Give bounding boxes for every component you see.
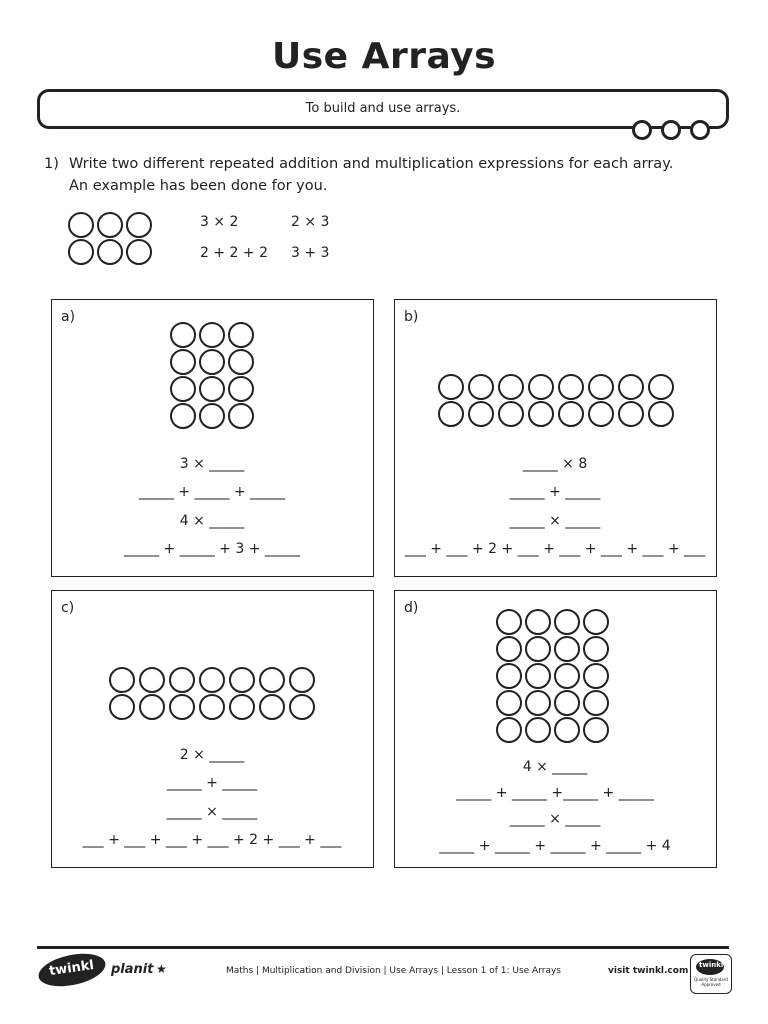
array-4x3 bbox=[170, 322, 260, 432]
decorative-circle bbox=[661, 120, 681, 140]
equation-multiplication: _____ × _____ bbox=[509, 811, 601, 827]
array-dot bbox=[126, 239, 152, 265]
array-dot bbox=[228, 322, 254, 348]
panel-d bbox=[394, 590, 717, 868]
array-dot bbox=[618, 401, 644, 427]
array-dot bbox=[139, 694, 165, 720]
array-dot bbox=[554, 690, 580, 716]
array-dot bbox=[199, 349, 225, 375]
decorative-circle bbox=[690, 120, 710, 140]
array-dot bbox=[583, 690, 609, 716]
array-dot bbox=[229, 667, 255, 693]
array-dot bbox=[169, 667, 195, 693]
equation-addition: _____ + _____ +_____ + _____ bbox=[456, 785, 654, 801]
array-dot bbox=[528, 401, 554, 427]
array-dot bbox=[170, 322, 196, 348]
array-dot bbox=[498, 374, 524, 400]
array-dot bbox=[228, 349, 254, 375]
panel-label: d) bbox=[404, 600, 419, 616]
array-dot bbox=[228, 403, 254, 429]
equation-multiplication: _____ × _____ bbox=[509, 513, 601, 529]
array-dot bbox=[554, 609, 580, 635]
equation-addition: _____ + _____ + _____ bbox=[138, 484, 286, 500]
array-dot bbox=[229, 694, 255, 720]
array-dot bbox=[618, 374, 644, 400]
question-instruction: Write two different repeated addition and multiplication expressions for each array. bbox=[69, 156, 674, 172]
array-dot bbox=[648, 374, 674, 400]
array-dot bbox=[259, 694, 285, 720]
array-dot bbox=[438, 401, 464, 427]
array-dot bbox=[170, 349, 196, 375]
equation-multiplication: _____ × _____ bbox=[166, 804, 258, 820]
footer-breadcrumb: Maths | Multiplication and Division | Use Arrays | Lesson 1 of 1: Use Arrays bbox=[226, 966, 561, 976]
array-dot bbox=[554, 663, 580, 689]
equation-multiplication: _____ × 8 bbox=[522, 456, 588, 472]
array-dot bbox=[68, 239, 94, 265]
array-dot bbox=[259, 667, 285, 693]
example-addition-1: 2 + 2 + 2 bbox=[200, 245, 268, 261]
array-dot bbox=[496, 636, 522, 662]
array-dot bbox=[468, 401, 494, 427]
array-dot bbox=[525, 717, 551, 743]
array-dot bbox=[496, 609, 522, 635]
array-dot bbox=[496, 663, 522, 689]
panel-b bbox=[394, 299, 717, 577]
array-dot bbox=[170, 403, 196, 429]
panel-label: b) bbox=[404, 309, 419, 325]
array-dot bbox=[583, 717, 609, 743]
array-dot bbox=[583, 636, 609, 662]
array-dot bbox=[525, 609, 551, 635]
array-dot bbox=[109, 667, 135, 693]
array-dot bbox=[528, 374, 554, 400]
array-2x7 bbox=[109, 667, 319, 721]
equation-addition: _____ + _____ bbox=[509, 484, 601, 500]
array-dot bbox=[438, 374, 464, 400]
equation-multiplication: 4 × _____ bbox=[522, 759, 588, 775]
planit-brand: planit bbox=[111, 962, 154, 977]
array-dot bbox=[228, 376, 254, 402]
array-dot bbox=[199, 403, 225, 429]
array-dot bbox=[289, 694, 315, 720]
array-dot bbox=[525, 636, 551, 662]
question-number: 1) bbox=[44, 156, 59, 172]
array-dot bbox=[170, 376, 196, 402]
array-dot bbox=[468, 374, 494, 400]
example-multiplication-2: 2 × 3 bbox=[291, 214, 330, 230]
objective-text: To build and use arrays. bbox=[305, 101, 461, 116]
decorative-circle bbox=[632, 120, 652, 140]
panel-c bbox=[51, 590, 374, 868]
array-2x8 bbox=[438, 374, 678, 428]
panel-a bbox=[51, 299, 374, 577]
array-dot bbox=[289, 667, 315, 693]
quality-badge bbox=[690, 954, 732, 994]
panel-label: c) bbox=[61, 600, 75, 616]
equation-addition: ___ + ___ + ___ + ___ + 2 + ___ + ___ bbox=[82, 832, 342, 848]
array-dot bbox=[583, 609, 609, 635]
array-dot bbox=[109, 694, 135, 720]
twinkl-logo-text: twinkl bbox=[48, 957, 95, 980]
equation-multiplication: 3 × _____ bbox=[179, 456, 245, 472]
array-dot bbox=[199, 694, 225, 720]
array-dot bbox=[169, 694, 195, 720]
array-dot bbox=[139, 667, 165, 693]
equation-multiplication: 2 × _____ bbox=[179, 747, 245, 763]
array-dot bbox=[97, 212, 123, 238]
array-dot bbox=[558, 374, 584, 400]
array-5x4 bbox=[496, 609, 616, 745]
badge-caption: Quality Standard Approved bbox=[694, 977, 728, 987]
array-dot bbox=[498, 401, 524, 427]
example-array bbox=[68, 212, 158, 266]
question-note: An example has been done for you. bbox=[69, 178, 328, 194]
array-dot bbox=[68, 212, 94, 238]
array-dot bbox=[588, 401, 614, 427]
array-dot bbox=[199, 322, 225, 348]
array-dot bbox=[525, 663, 551, 689]
page-title: Use Arrays bbox=[271, 36, 497, 77]
badge-logo-text: twinkl bbox=[699, 961, 724, 969]
array-dot bbox=[496, 717, 522, 743]
array-dot bbox=[648, 401, 674, 427]
equation-addition: _____ + _____ bbox=[166, 775, 258, 791]
array-dot bbox=[558, 401, 584, 427]
footer-divider bbox=[37, 946, 729, 949]
array-dot bbox=[583, 663, 609, 689]
panel-label: a) bbox=[61, 309, 76, 325]
array-dot bbox=[554, 636, 580, 662]
equation-addition: _____ + _____ + _____ + _____ + 4 bbox=[439, 838, 671, 854]
array-dot bbox=[97, 239, 123, 265]
array-dot bbox=[554, 717, 580, 743]
equation-addition: _____ + _____ + 3 + _____ bbox=[124, 541, 300, 557]
array-dot bbox=[588, 374, 614, 400]
example-multiplication-1: 3 × 2 bbox=[200, 214, 239, 230]
array-dot bbox=[496, 690, 522, 716]
array-dot bbox=[126, 212, 152, 238]
array-dot bbox=[199, 376, 225, 402]
array-dot bbox=[525, 690, 551, 716]
star-icon: ★ bbox=[156, 962, 167, 976]
equation-addition: ___ + ___ + 2 + ___ + ___ + ___ + ___ + ___ bbox=[404, 541, 706, 557]
array-dot bbox=[199, 667, 225, 693]
equation-multiplication: 4 × _____ bbox=[179, 513, 245, 529]
example-addition-2: 3 + 3 bbox=[291, 245, 330, 261]
footer-site-link[interactable]: visit twinkl.com bbox=[608, 966, 689, 976]
